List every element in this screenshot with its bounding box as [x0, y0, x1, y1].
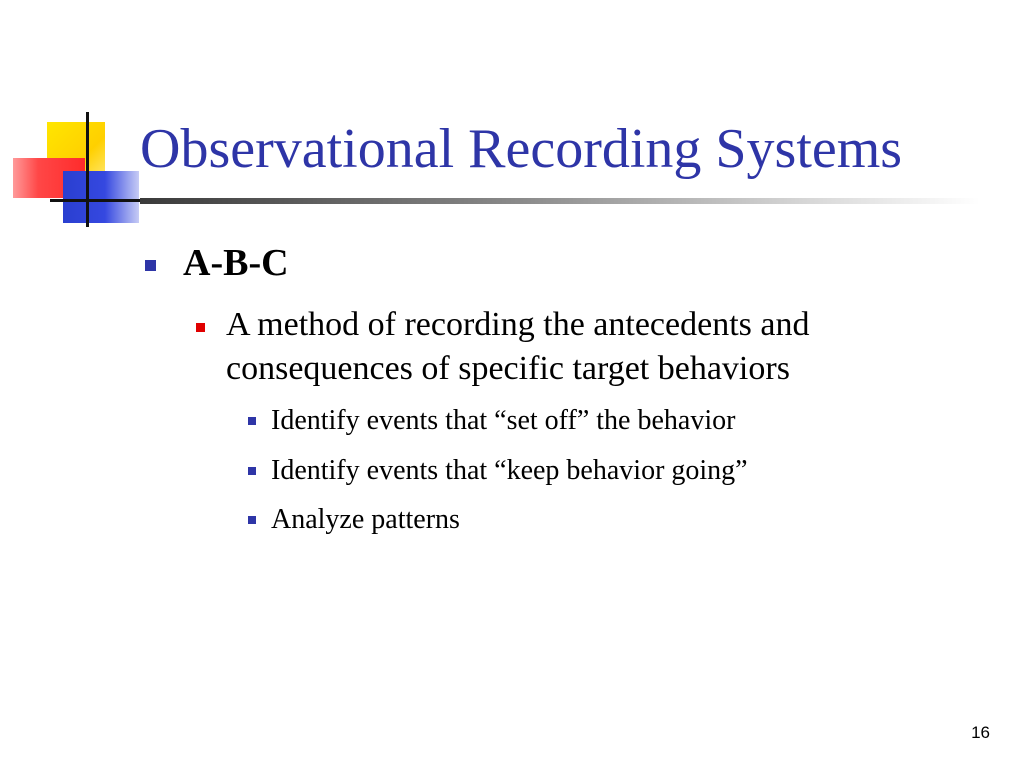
bullet-level2-text: A method of recording the antecedents and consequences of specific target behaviors — [226, 306, 810, 387]
slide-logo-decoration — [0, 0, 140, 240]
logo-horizontal-line — [50, 199, 145, 202]
page-number: 16 — [971, 723, 990, 742]
square-bullet-icon — [248, 467, 256, 475]
bullet-level3-text: Identify events that “set off” the behavior — [271, 405, 736, 436]
bullet-level3-text: Identify events that “keep behavior going” — [271, 455, 748, 486]
square-bullet-icon — [196, 323, 205, 332]
square-bullet-icon — [248, 516, 256, 524]
slide-title: Observational Recording Systems — [140, 118, 903, 180]
bullet-level1-text: A-B-C — [183, 242, 289, 284]
logo-blue-square — [63, 171, 139, 223]
logo-vertical-line — [86, 112, 89, 227]
bullet-level3-text: Analyze patterns — [271, 504, 460, 535]
square-bullet-icon — [145, 260, 156, 271]
square-bullet-icon — [248, 417, 256, 425]
title-underline — [140, 198, 980, 204]
